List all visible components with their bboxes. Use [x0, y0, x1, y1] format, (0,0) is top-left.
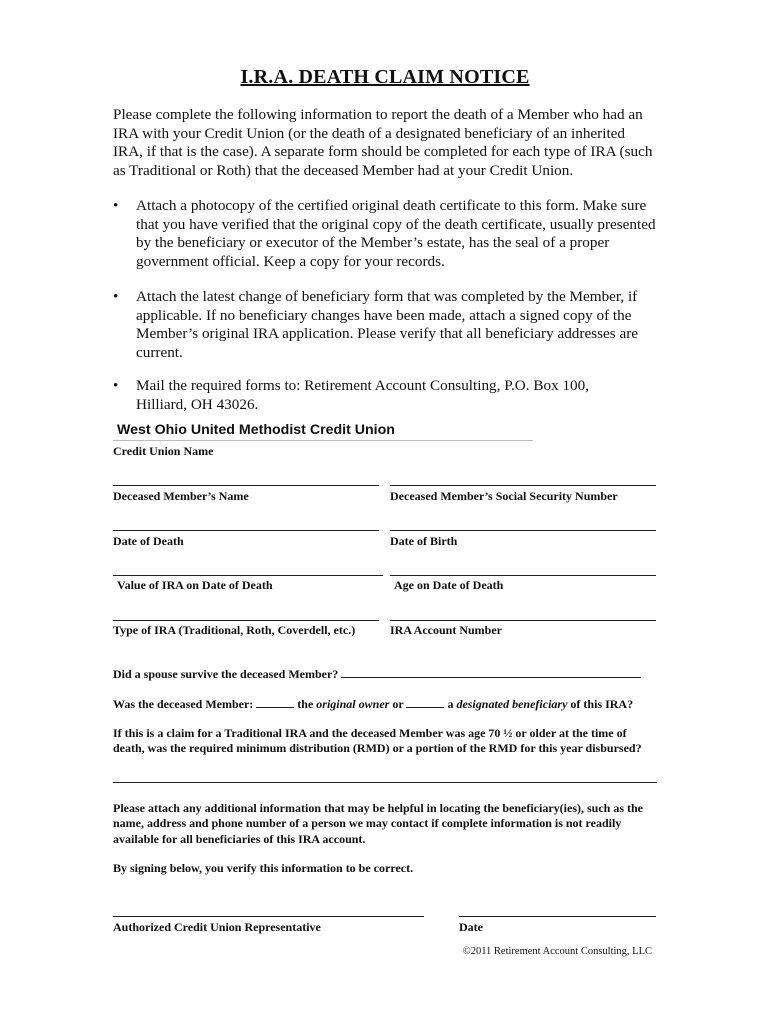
deceased-name-field[interactable] [113, 485, 379, 486]
designated-beneficiary-blank[interactable] [406, 696, 444, 708]
copyright-notice: ©2011 Retirement Account Consulting, LLC [462, 946, 652, 957]
date-of-death-field[interactable] [113, 530, 379, 531]
form-title: I.R.A. DEATH CLAIM NOTICE [240, 66, 530, 88]
credit-union-name-label: Credit Union Name [113, 444, 214, 458]
bullet-icon: • [113, 288, 119, 305]
date-of-birth-label: Date of Birth [390, 534, 458, 548]
bullet-icon: • [113, 377, 119, 394]
deceased-ssn-field[interactable] [390, 485, 656, 486]
signature-date-label: Date [459, 920, 483, 934]
additional-info-text: Please attach any additional information that may be helpful in locating the beneficiary(ies), such as the name, address and phone number of a person we may contact if complete information is not readily available for all beneficiaries of this IRA account. [113, 801, 643, 846]
age-at-death-field[interactable] [390, 575, 656, 576]
credit-union-name-value[interactable]: West Ohio United Methodist Credit Union [117, 422, 395, 438]
verify-text: By signing below, you verify this information to be correct. [113, 861, 414, 875]
bullet-text: Attach a photocopy of the certified original death certificate to this form. Make sure that you have verified that the original copy of the death certificate, usually presented by the beneficiary or executor of the Member’s estate, has the seal of a proper government official. Keep a copy for your records. [136, 197, 656, 270]
representative-signature-field[interactable] [113, 916, 424, 917]
spouse-question [113, 666, 658, 682]
rmd-answer-field[interactable] [113, 782, 657, 783]
deceased-ssn-label: Deceased Member’s Social Security Number [390, 489, 618, 503]
date-of-birth-field[interactable] [390, 530, 656, 531]
age-at-death-label: Age on Date of Death [394, 578, 504, 592]
spouse-question-text: Did a spouse survive the deceased Member? [113, 667, 339, 681]
rmd-question: If this is a claim for a Traditional IRA and the deceased Member was age 70 ½ or older at the time of death, was the required minimum distribution (RMD) or a portion of the RMD for this year disbursed? [113, 726, 642, 756]
ira-type-field[interactable] [113, 620, 379, 621]
bullet-text: Mail the required forms to: Retirement Account Consulting, P.O. Box 100, Hilliard, OH 43026. [136, 377, 590, 413]
ira-account-number-label: IRA Account Number [390, 623, 503, 637]
signature-date-field[interactable] [459, 916, 656, 917]
intro-paragraph: Please complete the following information to report the death of a Member who had an IRA with your Credit Union (or the death of a designated beneficiary of an inherited IRA, if that is the case). A separate form should be completed for each type of IRA (such as Traditional or Roth) that the deceased Member had at your Credit Union. [113, 106, 653, 179]
member-role-question: Was the deceased Member: the original owner or a designated beneficiary of this IRA? [113, 697, 634, 711]
representative-label: Authorized Credit Union Representative [113, 920, 321, 934]
bullet-text: Attach the latest change of beneficiary form that was completed by the Member, if applicable. If no beneficiary changes have been made, attach a signed copy of the Member’s original IRA application. Please verify that all beneficiary addresses are current. [136, 288, 638, 361]
original-owner-blank[interactable] [256, 696, 294, 708]
ira-value-field[interactable] [113, 575, 383, 576]
ira-account-number-field[interactable] [390, 620, 656, 621]
credit-union-name-line [113, 440, 533, 441]
spouse-answer-field[interactable] [341, 666, 641, 678]
date-of-death-label: Date of Death [113, 534, 184, 548]
ira-value-label: Value of IRA on Date of Death [117, 578, 273, 592]
ira-type-label: Type of IRA (Traditional, Roth, Coverdell, etc.) [113, 623, 356, 637]
deceased-name-label: Deceased Member’s Name [113, 489, 249, 503]
bullet-icon: • [113, 197, 119, 214]
